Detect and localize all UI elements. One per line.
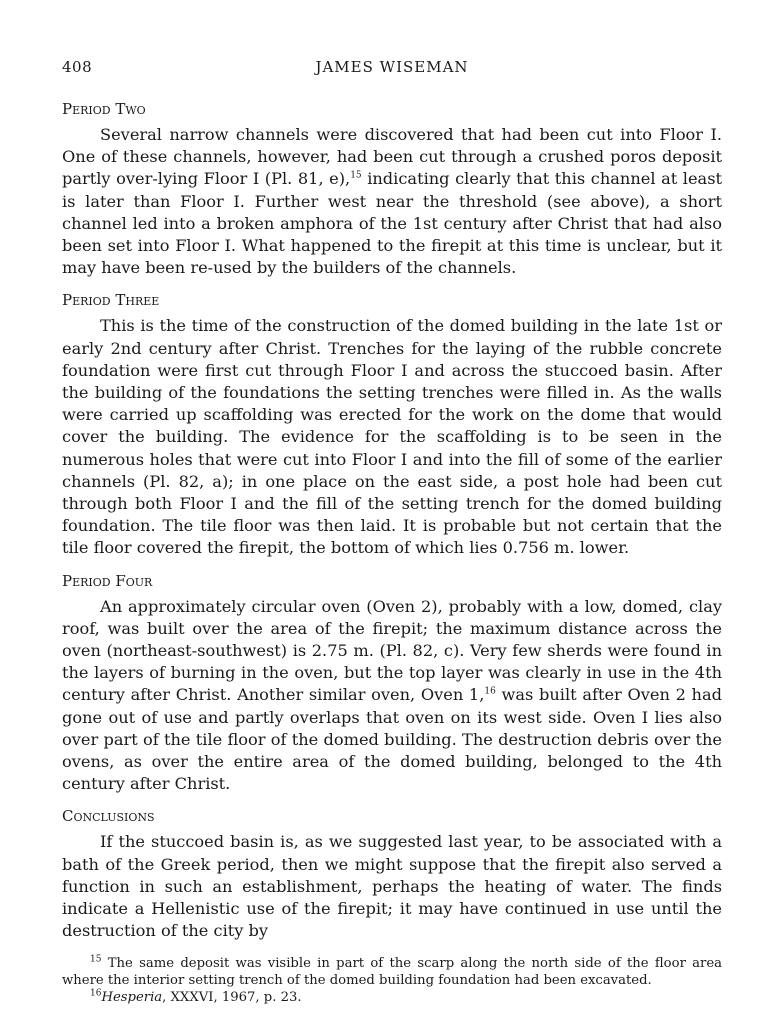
body-paragraph: [62, 596, 722, 796]
section-conclusions: [62, 805, 722, 942]
footnote-text: The same deposit was visible in part of the scarp along the north side of the floor area where the interior setting trench of the domed building foundation had been excavated.: [62, 955, 722, 988]
section-period-three: [62, 289, 722, 559]
section-heading: Period Three: [62, 291, 160, 310]
section-period-four: [62, 570, 722, 796]
journal-title: Hesperia: [101, 989, 163, 1005]
footnote: [62, 989, 722, 1006]
body-paragraph: If the stuccoed basin is, as we suggested last year, to be associated with a bath of the Greek period, then we might suppose that the firepit also served a function in such an establishment, perhaps the heating of water. The finds indicate a Hellenistic use of the firepit; it may have continued in use until the destruction of the city by: [62, 832, 722, 941]
footnotes: [62, 955, 722, 1006]
footnote: [62, 955, 722, 989]
section-period-two: [62, 98, 722, 279]
body-paragraph: [62, 124, 722, 279]
page: [62, 58, 722, 1006]
section-heading: Period Four: [62, 571, 153, 590]
footnote-reference: 15: [350, 171, 362, 182]
paragraph-text: An approximately circular oven (Oven 2), probably with a low, domed, clay roof, was built over the area of the firepit; the maximum distance across the oven (northeast-southwest) is 2.75 m. (Pl. 82, c). Very few sherds were found in the layers of burning in the oven, but the top layer was clearly in use in the 4th century after Christ. Another similar oven, Oven 1,: [62, 596, 722, 705]
footnote-reference: 16: [484, 687, 496, 698]
footnote-mark: 15: [90, 954, 102, 965]
footnote-text: , XXXVI, 1967, p. 23.: [162, 989, 302, 1005]
running-title: JAMES WISEMAN: [315, 58, 469, 76]
footnote-mark: 16: [90, 988, 102, 999]
section-heading: Period Two: [62, 100, 146, 118]
paragraph-text: was built after Oven 2 had gone out of use and partly overlaps that oven on its west side. Oven I lies also over part of the tile floor of the domed building. The destruction debris over the ovens, as over the entire area of the domed building, belonged to the 4th century after Christ.: [62, 685, 722, 794]
page-number: 408: [62, 58, 93, 76]
section-heading: Conclusions: [62, 807, 155, 826]
paragraph-text: Several narrow channels were discovered that had been cut into Floor I. One of these channels, however, had been cut through a crushed poros deposit partly over-lying Floor I (Pl. 81, e),: [62, 125, 722, 189]
paragraph-text: indicating clearly that this channel at least is later than Floor I. Further west near the threshold (see above), a short channel led into a broken amphora of the 1st century after Christ that had also been set into Floor I. What happened to the firepit at this time is unclear, but it may have been re-used by the builders of the channels.: [62, 169, 722, 278]
running-head: [62, 58, 722, 88]
body-paragraph: This is the time of the construction of the domed building in the late 1st or early 2nd century after Christ. Trenches for the laying of the rubble concrete foundation were first cut through Floor I and across the stuccoed basin. After the building of the foundations the setting trenches were filled in. As the walls were carried up scaffolding was erected for the work on the dome that would cover the building. The evidence for the scaffolding is to be seen in the numerous holes that were cut into Floor I and into the fill of some of the earlier channels (Pl. 82, a); in one place on the east side, a post hole had been cut through both Floor I and the fill of the setting trench for the domed building foundation. The tile floor was then laid. It is probable but not certain that the tile floor covered the firepit, the bottom of which lies 0.756 m. lower.: [62, 316, 722, 558]
